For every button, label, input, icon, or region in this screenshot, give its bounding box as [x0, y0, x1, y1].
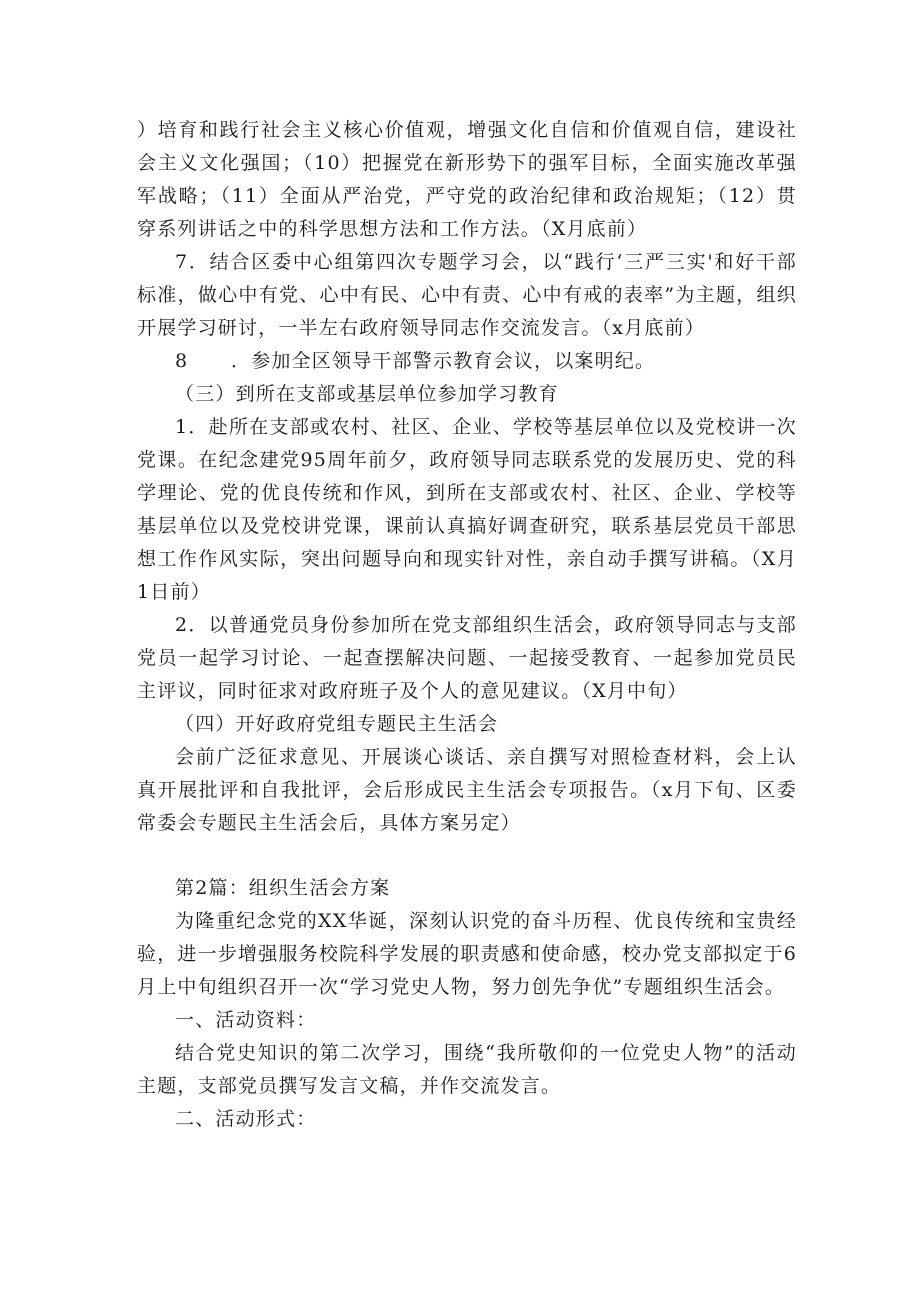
paragraph-item-1: 1．赴所在支部或农村、社区、企业、学校等基层单位以及党校讲一次党课。在纪念建党95周年前夕，政府领导同志联系党的发展历史、党的科学理论、党的优良传统和作风，到所在支部或农村、社区、企业、学校等基层单位以及党校讲党课，课前认真搞好调查研究，联系基层党员干部思想工作作风实际，突出问题导向和现实针对性，亲自动手撰写讲稿。（X月1日前） — [137, 416, 797, 603]
section-heading-3: （三）到所在支部或基层单位参加学习教育 — [175, 383, 559, 405]
paragraph-item-8 — [137, 345, 797, 378]
paragraph-values-continued: ）培育和践行社会主义核心价值观，增强文化自信和价值观自信，建设社会主义文化强国；（10）把握党在新形势下的强军目标，全面实施改革强军战略；（11）全面从严治党，严守党的政治纪律和政治规矩；（12）贯穿系列讲话之中的科学思想方法和工作方法。（X月底前） — [137, 119, 797, 240]
item-number: 8 — [175, 350, 189, 372]
paragraph-intro: 为隆重纪念党的XX华诞，深刻认识党的奋斗历程、优良传统和宝贵经验，进一步增强服务校院科学发展的职责感和使命感，校办党支部拟定于6月上中旬组织召开一次“学习党史人物，努力创先争优”专题组织生活会。 — [137, 910, 797, 998]
subheading-activity-format: 二、活动形式： — [175, 1108, 317, 1130]
article-title: 第2篇：组织生活会方案 — [175, 877, 391, 899]
document-body — [137, 114, 797, 1136]
item-text: ．参加全区领导干部警示教育会议，以案明纪。 — [231, 350, 656, 372]
paragraph-item-7: 7．结合区委中心组第四次专题学习会，以“践行‘三严三实'和好干部标准，做心中有党、心中有民、心中有责、心中有戒的表率”为主题，组织开展学习研讨，一半左右政府领导同志作交流发言。（x月底前） — [137, 251, 797, 339]
paragraph-item-2: 2．以普通党员身份参加所在党支部组织生活会，政府领导同志与支部党员一起学习讨论、一起查摆解决问题、一起接受教育、一起参加党员民主评议，同时征求对政府班子及个人的意见建议。（X月中旬） — [137, 614, 797, 702]
section-heading-4: （四）开好政府党组专题民主生活会 — [175, 713, 499, 735]
paragraph-activity-content: 结合党史知识的第二次学习，围绕“我所敬仰的一位党史人物”的活动主题，支部党员撰写发言文稿，并作交流发言。 — [137, 1042, 797, 1097]
subheading-activity-content: 一、活动资料： — [175, 1009, 317, 1031]
paragraph-meeting: 会前广泛征求意见、开展谈心谈话、亲自撰写对照检查材料，会上认真开展批评和自我批评，会后形成民主生活会专项报告。（x月下旬、区委常委会专题民主生活会后，具体方案另定） — [137, 746, 797, 834]
